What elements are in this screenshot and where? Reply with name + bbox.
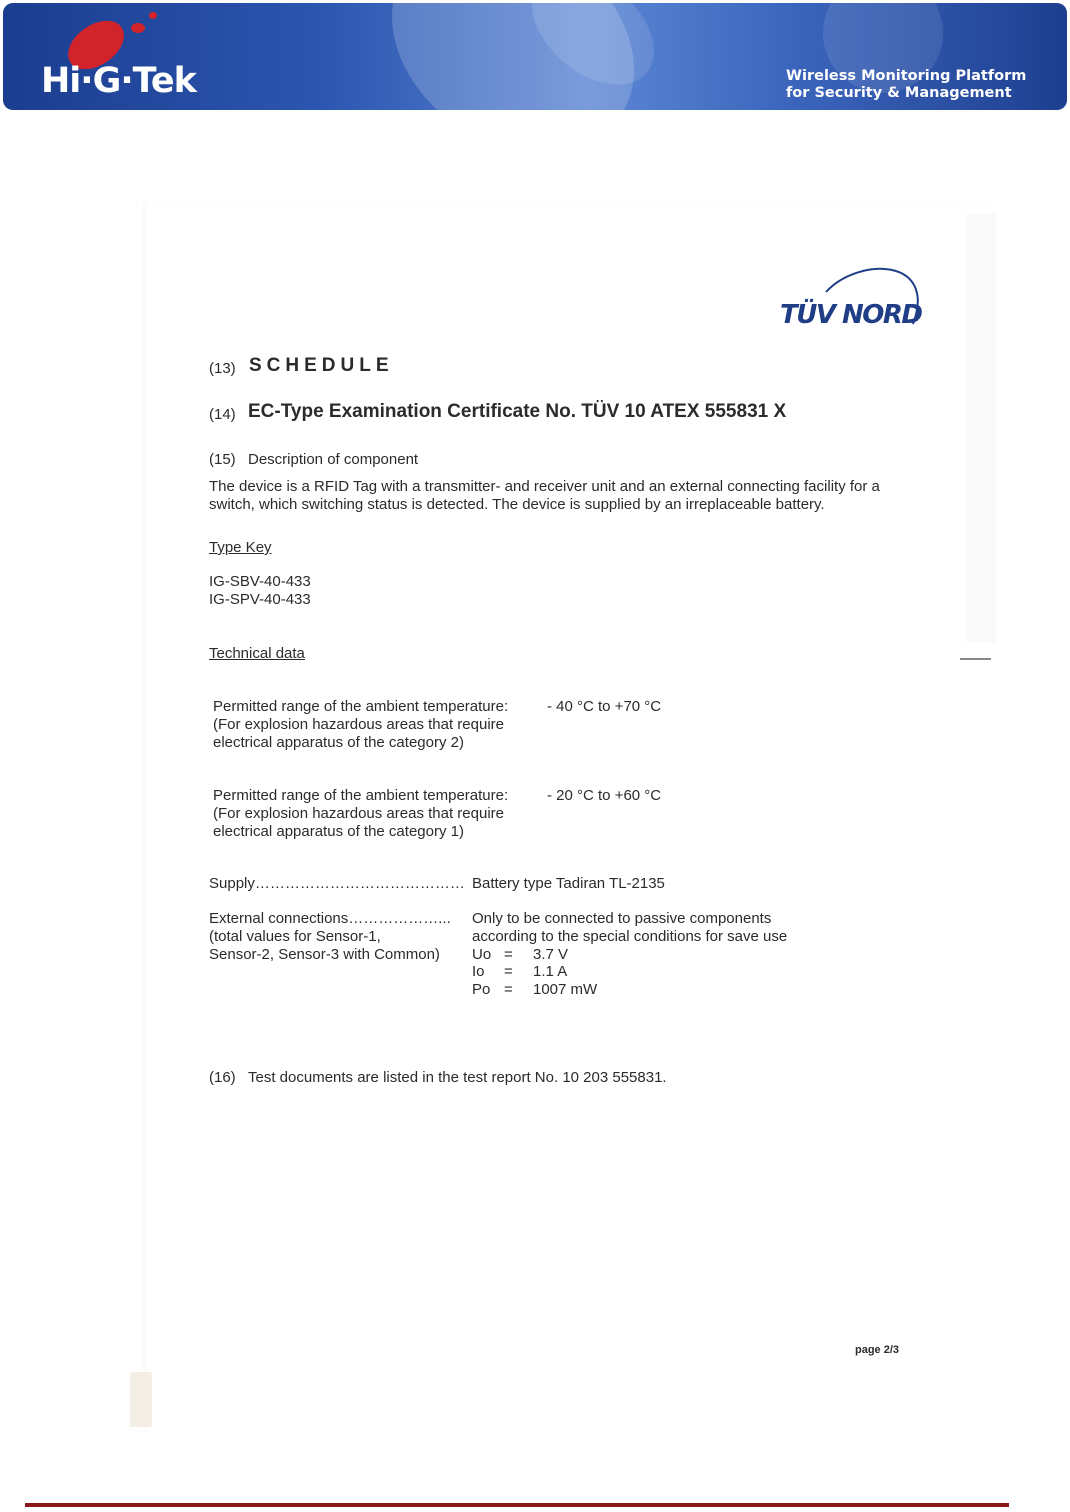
schedule-heading: SCHEDULE — [249, 355, 394, 376]
param-equals: = — [504, 981, 513, 998]
temp-2-label-line-1: Permitted range of the ambient temperature: — [213, 787, 509, 804]
temp-1-label-line-1: Permitted range of the ambient temperature: — [213, 698, 509, 715]
page-number: page 2/3 — [855, 1344, 900, 1356]
description-line-2: switch, which switching status is detected. The device is supplied by an irreplaceable battery. — [209, 496, 825, 513]
test-documents-text: Test documents are listed in the test report No. 10 203 555831. — [248, 1069, 667, 1086]
company-tagline — [786, 68, 1026, 102]
external-label-line-3: Sensor-2, Sensor-3 with Common) — [209, 946, 440, 963]
header-banner — [3, 3, 1067, 110]
external-label-line-2: (total values for Sensor-1, — [209, 928, 381, 945]
temp-1-label-line-2: (For explosion hazardous areas that require — [213, 716, 504, 733]
logo-red-dot — [149, 12, 157, 19]
temp-1-label-line-3: electrical apparatus of the category 2) — [213, 734, 464, 751]
tuv-nord-logo: TÜV NORD — [780, 300, 922, 330]
section-16-number: (16) — [209, 1069, 236, 1086]
section-15-title: Description of component — [248, 451, 419, 468]
type-key-item: IG-SBV-40-433 — [209, 573, 311, 590]
certificate-title: EC-Type Examination Certificate No. TÜV 10 ATEX 555831 X — [248, 401, 787, 422]
technical-data-heading: Technical data — [209, 645, 305, 662]
section-14-number: (14) — [209, 406, 236, 423]
temp-2-value: - 20 °C to +60 °C — [547, 787, 662, 804]
section-13-number: (13) — [209, 360, 236, 377]
type-key-heading: Type Key — [209, 539, 272, 556]
logo-red-dot — [131, 23, 145, 33]
scan-edge-artifact — [966, 213, 996, 643]
param-equals: = — [504, 946, 513, 963]
param-value: 1007 mW — [533, 981, 598, 998]
description-line-1: The device is a RFID Tag with a transmitter- and receiver unit and an external connecting facility for a — [209, 478, 880, 495]
scan-margin-mark — [960, 658, 991, 660]
param-symbol: Io — [472, 963, 485, 980]
supply-value: Battery type Tadiran TL-2135 — [472, 875, 665, 892]
param-equals: = — [504, 963, 513, 980]
company-logo: Hi·G·Tek — [41, 61, 196, 101]
tagline-line-2: for Security & Management — [786, 85, 1012, 101]
supply-label: Supply…………………………………… — [209, 875, 465, 892]
temp-2-label-line-2: (For explosion hazardous areas that require — [213, 805, 504, 822]
tagline-line-1: Wireless Monitoring Platform — [786, 68, 1027, 84]
param-symbol: Po — [472, 981, 491, 998]
section-15-number: (15) — [209, 451, 236, 468]
param-symbol: Uo — [472, 946, 492, 963]
param-value: 1.1 A — [533, 963, 568, 980]
temp-1-value: - 40 °C to +70 °C — [547, 698, 662, 715]
param-value: 3.7 V — [533, 946, 569, 963]
type-key-item: IG-SPV-40-433 — [209, 591, 311, 608]
external-value-line-1: Only to be connected to passive components — [472, 910, 772, 927]
temp-2-label-line-3: electrical apparatus of the category 1) — [213, 823, 464, 840]
scan-edge-artifact — [130, 1372, 152, 1427]
footer-rule — [25, 1503, 1009, 1507]
external-value-line-2: according to the special conditions for save use — [472, 928, 788, 945]
external-label-line-1: External connections………………... — [209, 910, 451, 927]
